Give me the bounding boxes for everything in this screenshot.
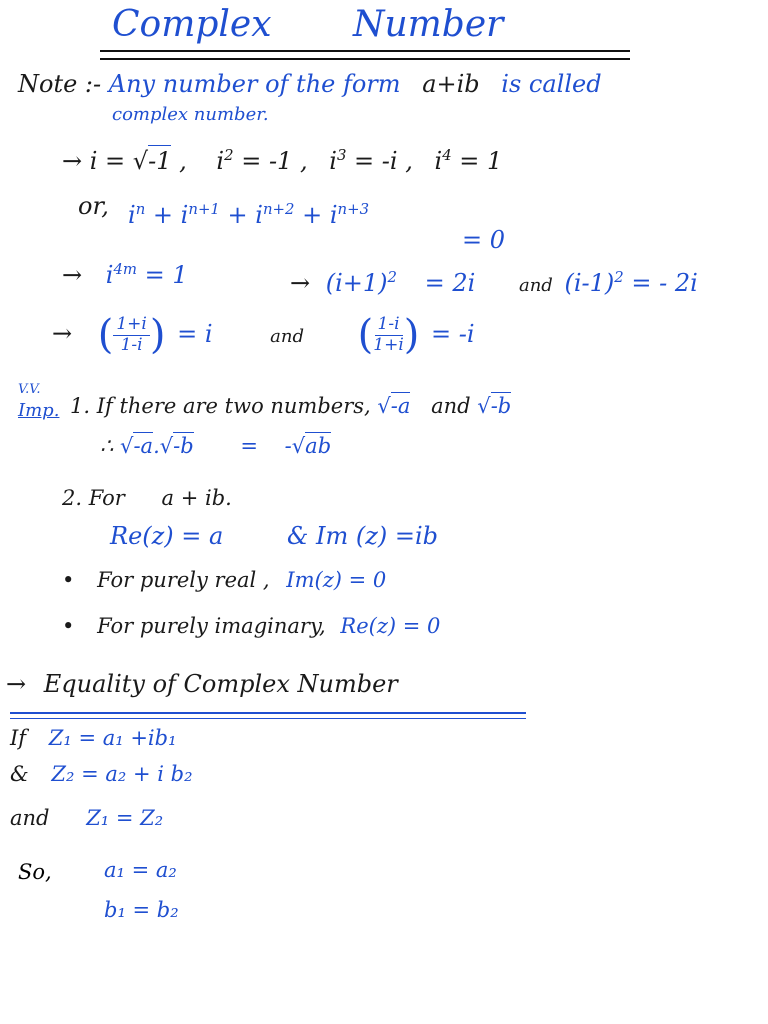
fraction-1-value: = i <box>177 319 213 348</box>
i-cubed: $i^3 = -i$ <box>329 146 398 175</box>
note-form: a+ib <box>422 70 480 98</box>
term-4-exp: n+3 <box>337 200 370 218</box>
z2-line <box>10 762 192 786</box>
page-title <box>112 4 503 45</box>
i-cubed-value: = -i <box>354 147 398 175</box>
minus: - <box>284 434 292 458</box>
or-label: or, <box>78 192 109 220</box>
a-equal: a₁ = a₂ <box>104 858 177 882</box>
item-2-label: 2. For <box>62 486 125 510</box>
ampersand: & <box>286 522 309 550</box>
heading-underline-1 <box>10 712 526 714</box>
row-fractions: → ( $\frac{1+i}{1-i}$ ) = i and ( $\frac{1-i}{1+i}$ ) = -i <box>52 312 475 358</box>
imp-result: ∴ √-a.√-b = -√ab <box>100 434 332 458</box>
imp-point-1: 1. If there are two numbers, √-a and √-b <box>70 394 512 418</box>
imag-part: Im (z) =ib <box>315 522 438 550</box>
bullet-value: Re(z) = 0 <box>340 614 441 638</box>
note-line <box>18 70 602 98</box>
term-3-exp: n+2 <box>262 200 295 218</box>
separator: , <box>179 147 187 175</box>
sqrt-neg-a: -a <box>390 394 411 418</box>
i-squared: $i^2 = -1$ <box>216 146 293 175</box>
i-def-lhs: i = <box>89 147 126 175</box>
sqrt-ab: ab <box>305 434 332 458</box>
vv-label: V.V. <box>18 382 41 397</box>
prod-sqrt-a: -a <box>133 434 154 458</box>
powers-line: → i = √-1 , $i^2 = -1$ , $i^3 = -i$ , $i^4 = 1$ <box>62 146 503 175</box>
equality-heading <box>6 670 398 698</box>
i4m-exp: 4m <box>113 260 138 278</box>
fraction-1 <box>113 315 150 355</box>
term-4-base: i <box>329 201 338 229</box>
therefore-icon: ∴ <box>100 434 114 458</box>
note-text-3: complex number. <box>112 104 269 125</box>
sq1-base: (i+1) <box>325 269 388 297</box>
zeq-line <box>10 806 163 830</box>
arrow-icon: → <box>62 261 83 289</box>
row-i4m <box>62 260 188 289</box>
z2-def: Z₂ = a₂ + i b₂ <box>51 762 193 786</box>
equals: = <box>240 434 258 458</box>
if-word: If <box>10 726 27 750</box>
item-2-expr: a + ib. <box>161 486 232 510</box>
term-1-base: i <box>128 201 136 229</box>
title-underline-2 <box>100 58 630 60</box>
and-word: and <box>431 394 471 418</box>
fraction-2-value: = -i <box>431 319 475 348</box>
term-3-base: i <box>255 201 263 229</box>
term-2-base: i <box>180 201 189 229</box>
and-word: and <box>518 275 553 296</box>
i4m-value: = 1 <box>144 261 188 289</box>
sq1-value: = 2i <box>424 269 476 297</box>
note-label: Note :- <box>18 70 102 98</box>
heading-underline-2 <box>10 718 526 719</box>
i-def-radicand: -1 <box>148 147 172 175</box>
sqrt-neg-b: -b <box>490 394 512 418</box>
equality-heading-text: Equality of Complex Number <box>43 670 398 698</box>
term-2-exp: n+1 <box>188 200 220 218</box>
sq2-exp: 2 <box>614 268 624 286</box>
plus: + <box>152 201 174 229</box>
fraction-1-den: 1-i <box>120 334 143 355</box>
prod-sqrt-b: -b <box>173 434 194 458</box>
separator: , <box>299 147 308 175</box>
and-word: and <box>270 325 305 347</box>
imp-point-1-text: 1. If there are two numbers, <box>70 394 371 418</box>
z-equal: Z₁ = Z₂ <box>86 806 164 830</box>
re-im-line <box>110 522 438 550</box>
arrow-icon: → <box>290 269 311 297</box>
separator: , <box>405 147 413 175</box>
i-fourth: $i^4 = 1$ <box>434 146 503 175</box>
fraction-2-num: 1-i <box>375 315 403 336</box>
real-part: Re(z) = a <box>110 522 224 550</box>
arrow-icon: → <box>6 670 27 698</box>
title-word-complex: Complex <box>112 4 272 45</box>
ampersand: & <box>10 762 29 786</box>
plus: + <box>302 201 323 229</box>
plus: + <box>227 201 248 229</box>
b-equal: b₁ = b₂ <box>104 898 179 922</box>
bullet-item: • For purely imaginary, Re(z) = 0 <box>62 614 441 638</box>
sq2-base: (i-1) <box>564 269 615 297</box>
bullet-text: For purely imaginary, <box>97 614 326 638</box>
title-underline-1 <box>100 50 630 52</box>
i4m-base: i <box>105 261 114 289</box>
bullet-text: For purely real , <box>97 568 270 592</box>
bullet-item: • For purely real , Im(z) = 0 <box>62 568 387 592</box>
term-1-exp: n <box>135 200 146 218</box>
sum-result: = 0 <box>462 226 506 254</box>
arrow-icon: → <box>62 147 83 175</box>
fraction-2 <box>373 315 404 355</box>
note-text: Any number of the form <box>108 70 401 98</box>
z1-line <box>10 726 177 750</box>
sq2-value: = - 2i <box>631 269 698 297</box>
bullet-value: Im(z) = 0 <box>286 568 387 592</box>
item-2 <box>62 486 232 510</box>
sq1-exp: 2 <box>387 268 397 286</box>
row-squares <box>290 268 698 297</box>
and-word: and <box>10 806 50 830</box>
note-text-2: is called <box>501 70 602 98</box>
fraction-1-num: 1+i <box>113 315 150 336</box>
i-squared-value: = -1 <box>241 147 293 175</box>
z1-def: Z₁ = a₁ +ib₁ <box>48 726 177 750</box>
product-dot: . <box>153 434 160 458</box>
title-word-number: Number <box>352 4 504 45</box>
arrow-icon: → <box>52 319 73 348</box>
fraction-2-den: 1+i <box>373 334 404 355</box>
sum-powers <box>128 200 369 229</box>
so-word: So, <box>18 860 52 884</box>
imp-label: Imp. <box>18 400 60 421</box>
i-fourth-value: = 1 <box>459 147 503 175</box>
